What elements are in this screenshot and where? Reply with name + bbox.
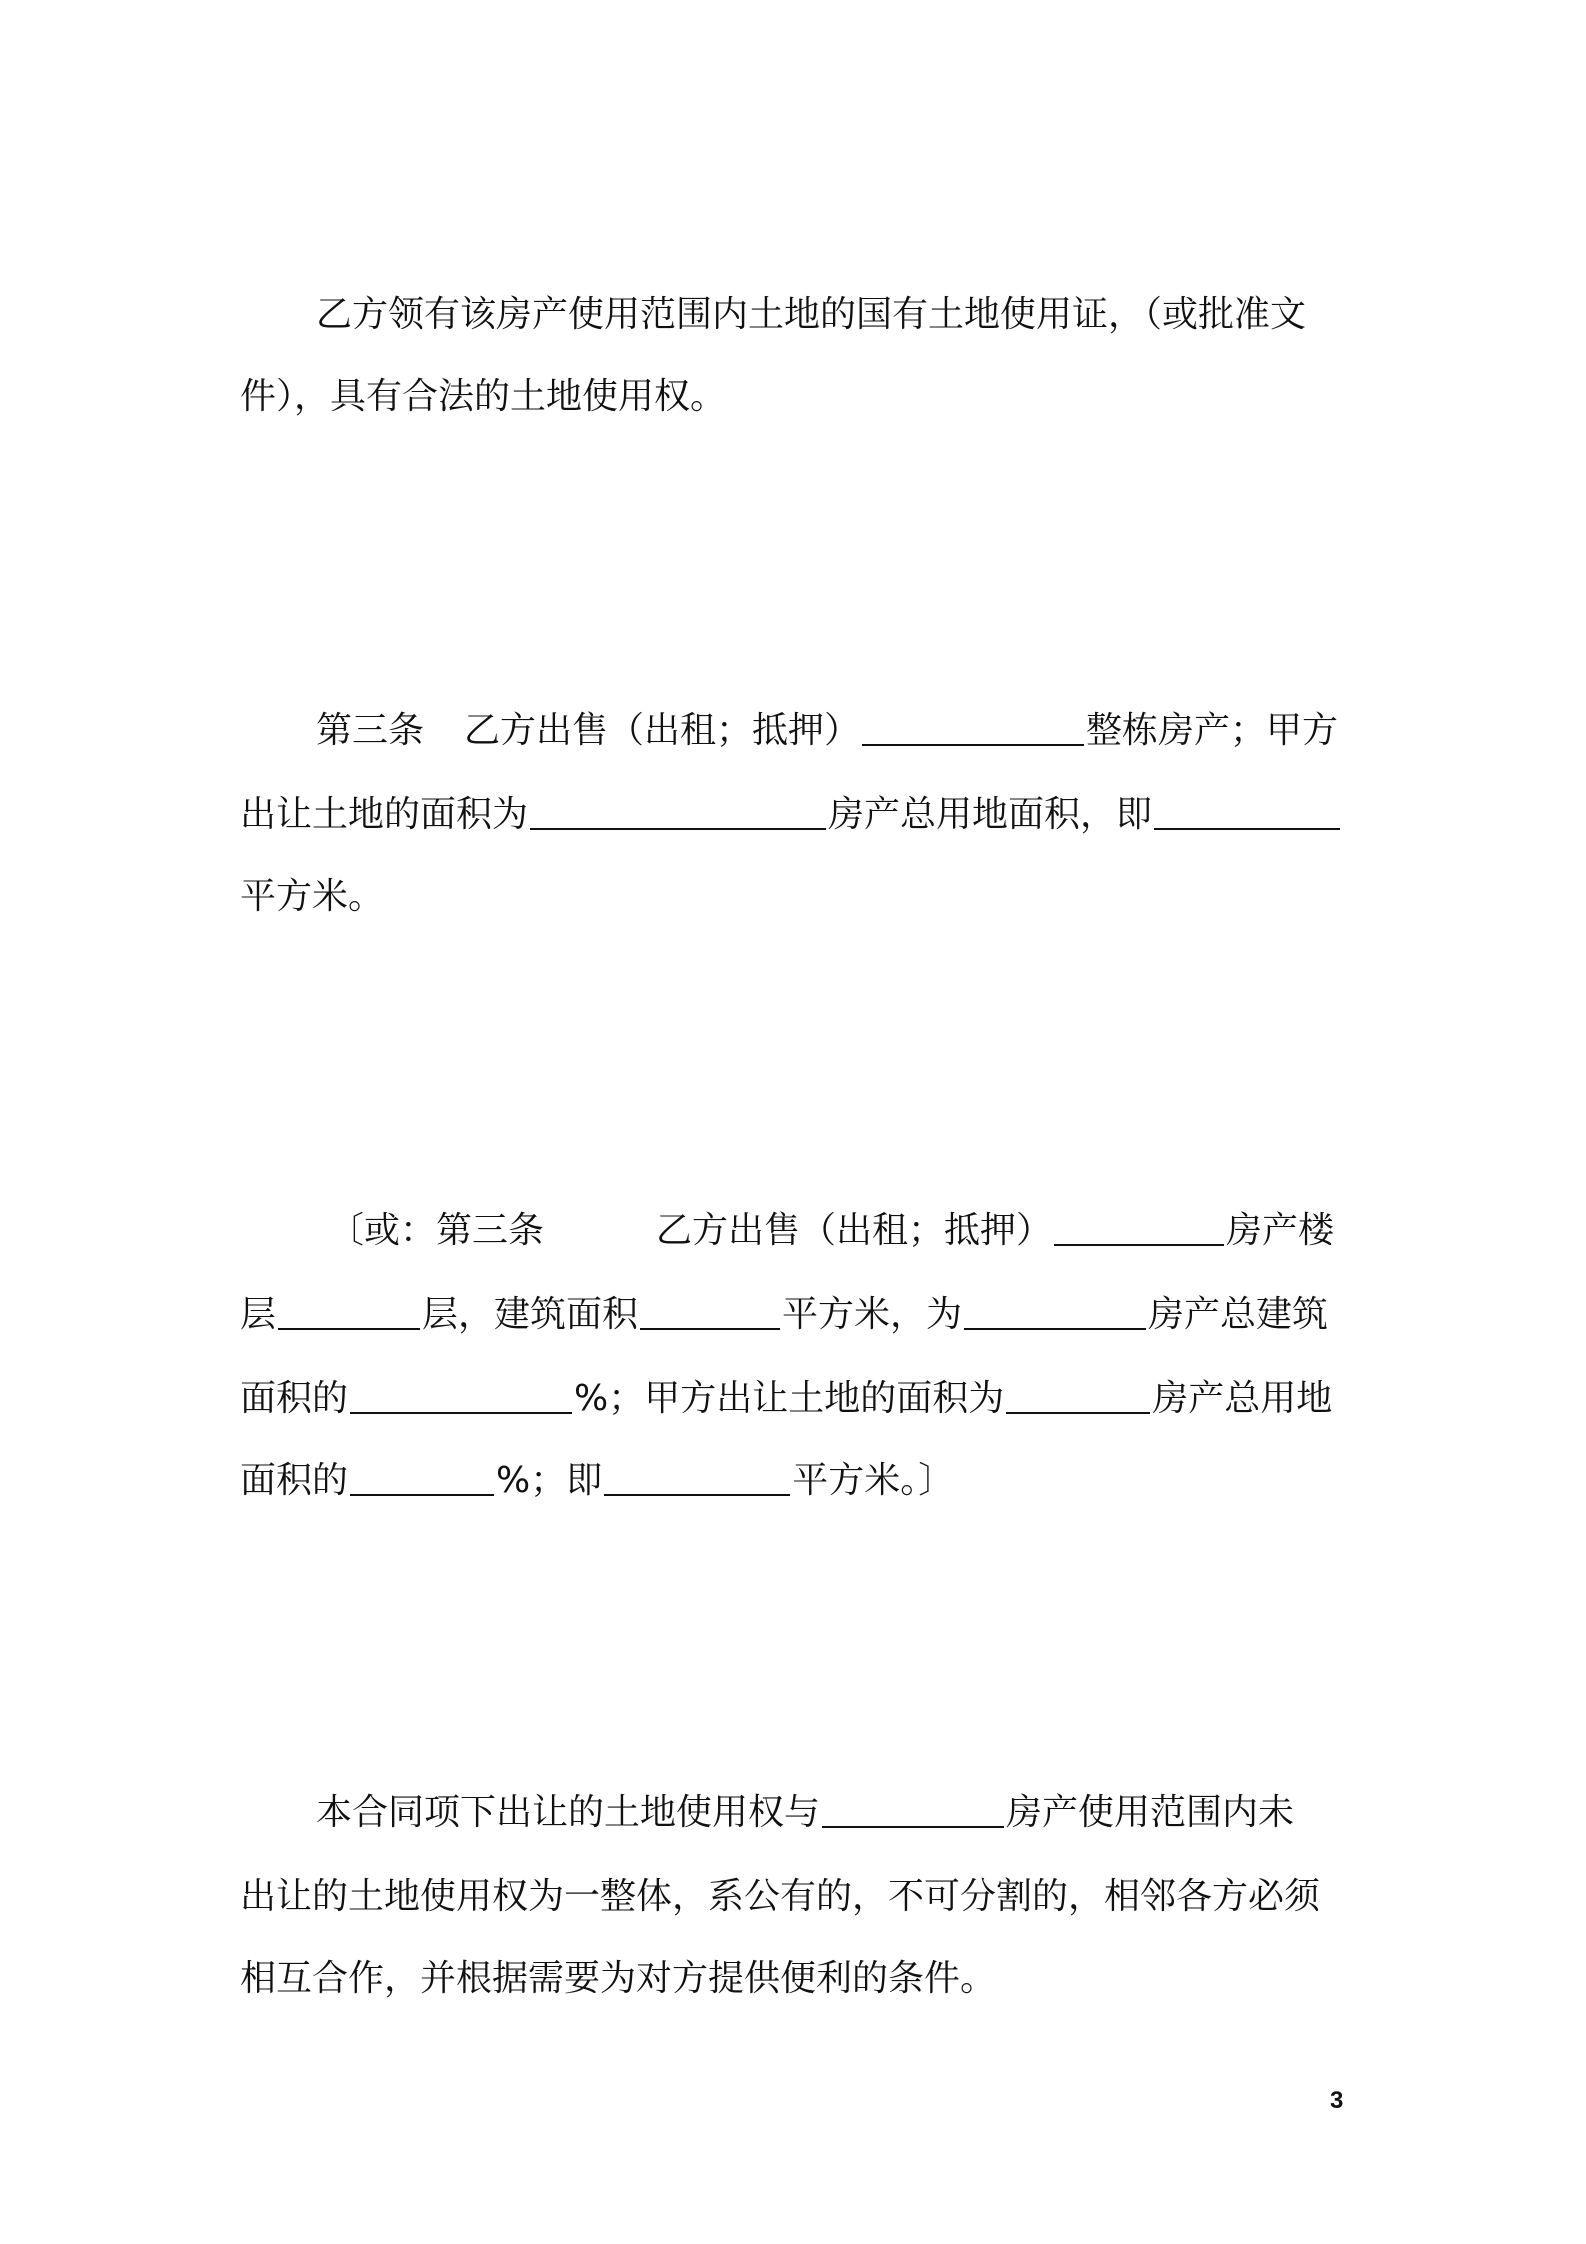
p3-text-4b: %；即 <box>496 1460 603 1501</box>
paragraph-4-line-3 <box>240 1954 1360 2004</box>
paragraph-2-line-2 <box>240 790 1360 840</box>
fill-blank-property-3[interactable] <box>1006 1376 1150 1414</box>
fill-blank-square-meters-2[interactable] <box>604 1458 790 1496</box>
paragraph-4-line-1 <box>316 1788 1360 1838</box>
fill-blank-land-area[interactable] <box>530 792 826 830</box>
p3-text-2a: 层 <box>240 1294 277 1335</box>
p4-text-2: 出让的土地使用权为一整体，系公有的，不可分割的，相邻各方必须 <box>240 1876 1321 1917</box>
fill-blank-property-2[interactable] <box>964 1292 1146 1330</box>
paragraph-1-line-2 <box>240 372 1360 422</box>
p3-text-3c: 房产总用地 <box>1152 1378 1333 1419</box>
fill-blank-building[interactable] <box>862 708 1084 746</box>
p4-text-3: 相互合作，并根据需要为对方提供便利的条件。 <box>240 1958 997 1999</box>
p3-text-2b: 层，建筑面积 <box>422 1294 639 1335</box>
paragraph-2-line-3 <box>240 872 1360 922</box>
fill-blank-percent-1[interactable] <box>350 1376 572 1414</box>
p2-text-1c: 整栋房产；甲方 <box>1086 710 1339 751</box>
fill-blank-square-meters[interactable] <box>1154 792 1340 830</box>
p3-text-1c: 房产楼 <box>1226 1210 1335 1251</box>
p2-text-3: 平方米。 <box>240 876 385 917</box>
p2-article-label: 第三条 <box>316 710 425 751</box>
p3-text-4a: 面积的 <box>240 1460 349 1501</box>
p3-text-4c: 平方米。〕 <box>792 1460 955 1501</box>
p3-text-3b: %；甲方出让土地的面积为 <box>574 1378 1005 1419</box>
fill-blank-property-4[interactable] <box>822 1790 1004 1828</box>
p2-text-1b: 乙方出售（出租；抵押） <box>464 710 861 751</box>
fill-blank-percent-2[interactable] <box>350 1458 494 1496</box>
p4-text-1b: 房产使用范围内未 <box>1006 1792 1295 1833</box>
paragraph-3-line-3 <box>240 1374 1360 1424</box>
paragraph-4-line-2 <box>240 1872 1360 1922</box>
fill-blank-floor[interactable] <box>278 1292 420 1330</box>
paragraph-2-line-1 <box>316 706 1360 756</box>
fill-blank-property[interactable] <box>1054 1208 1224 1246</box>
paragraph-1-line-1 <box>316 290 1360 340</box>
p1-text-2: 件），具有合法的土地使用权。 <box>240 376 727 417</box>
p4-text-1a: 本合同项下出让的土地使用权与 <box>316 1792 821 1833</box>
p3-text-3a: 面积的 <box>240 1378 349 1419</box>
paragraph-3-line-2 <box>240 1290 1360 1340</box>
p3-text-2c: 平方米，为 <box>782 1294 963 1335</box>
fill-blank-building-area[interactable] <box>640 1292 780 1330</box>
p3-text-1b: 乙方出售（出租；抵押） <box>656 1210 1053 1251</box>
paragraph-3-line-4 <box>240 1456 1360 1506</box>
p3-text-2d: 房产总建筑 <box>1148 1294 1329 1335</box>
p2-text-2a: 出让土地的面积为 <box>240 794 529 835</box>
p1-text-1: 乙方领有该房产使用范围内土地的国有土地使用证，（或批准文 <box>316 294 1307 335</box>
p2-text-2b: 房产总用地面积，即 <box>828 794 1153 835</box>
page-number: 3 <box>1330 2087 1344 2114</box>
paragraph-3-line-1 <box>328 1206 1360 1256</box>
p3-text-1a: 〔或：第三条 <box>328 1210 545 1251</box>
